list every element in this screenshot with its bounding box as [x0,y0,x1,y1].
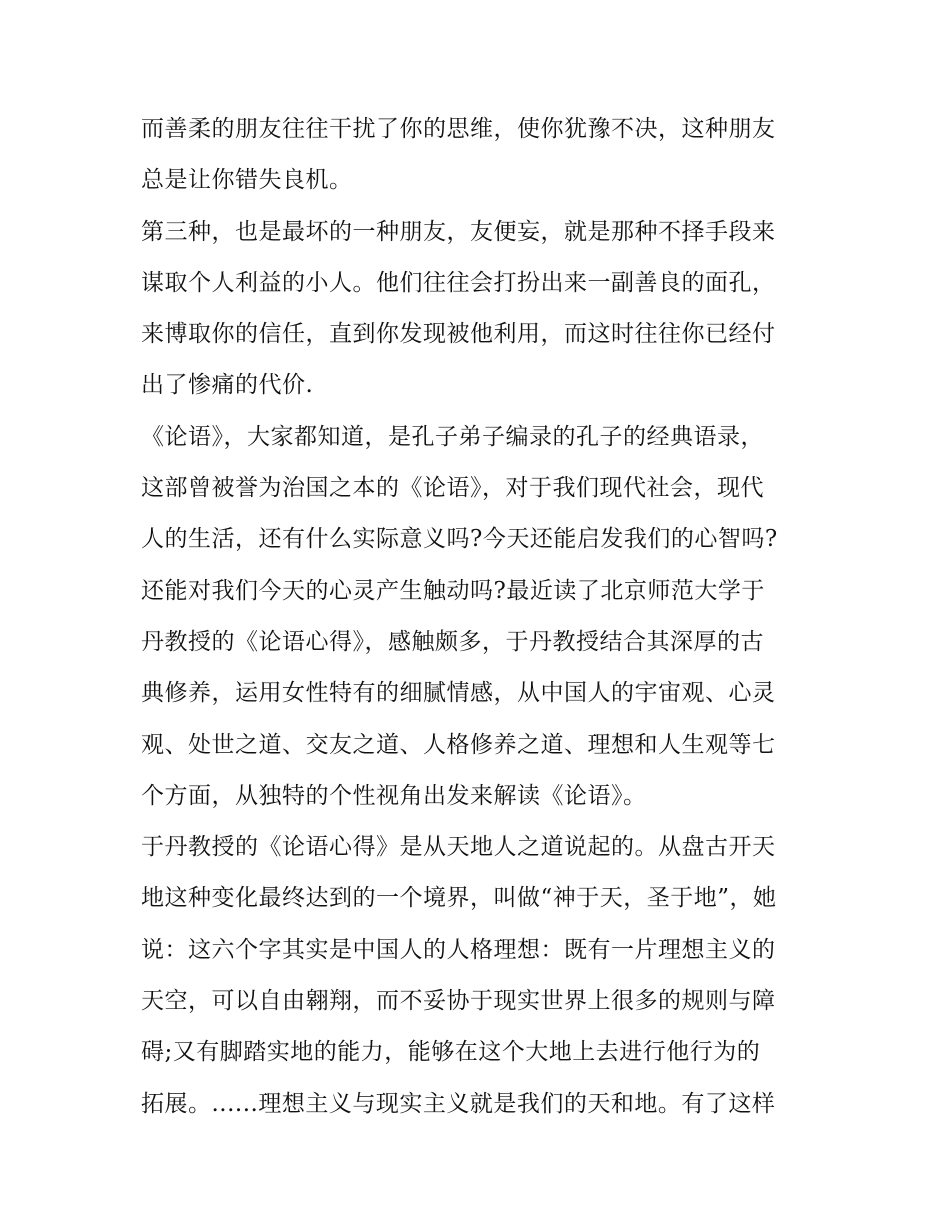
text-line: 谋取个人利益的小人。他们往往会打扮出来一副善良的面孔， [141,269,776,296]
text-line: 这部曾被誉为治国之本的《论语》，对于我们现代社会，现代 [141,475,764,502]
text-line: 来博取你的信任，直到你发现被他利用，而这时往往你已经付 [141,321,776,348]
text-line: 还能对我们今天的心灵产生触动吗?最近读了北京师范大学于 [141,577,765,604]
text-line: 而善柔的朋友往往干扰了你的思维，使你犹豫不决，这种朋友 [141,116,776,142]
text-line: 人的生活，还有什么实际意义吗?今天还能启发我们的心智吗? [141,526,778,553]
text-line: 第三种，也是最坏的一种朋友，友便妄，就是那种不择手段来 [141,218,776,245]
text-line: 地这种变化最终达到的一个境界，叫做“神于天，圣于地”，她 [141,885,777,912]
text-line: 碍;又有脚踏实地的能力，能够在这个大地上去进行他行为的 [141,1039,761,1066]
text-line: 观、处世之道、交友之道、人格修养之道、理想和人生观等七 [141,731,776,758]
text-line: 《论语》，大家都知道，是孔子弟子编录的孔子的经典语录， [141,423,764,450]
body-text [141,104,821,1130]
text-line: 于丹教授的《论语心得》是从天地人之道说起的。从盘古开天 [141,834,776,861]
text-line: 天空，可以自由翱翔，而不妥协于现实世界上很多的规则与障 [141,988,776,1015]
text-line: 典修养，运用女性特有的细腻情感，从中国人的宇宙观、心灵 [141,680,776,707]
text-line: 拓展。......理想主义与现实主义就是我们的天和地。有了这样 [141,1090,776,1117]
text-line: 丹教授的《论语心得》，感触颇多，于丹教授结合其深厚的古 [141,628,764,655]
text-line: 总是让你错失良机。 [141,167,353,194]
text-line: 出了惨痛的代价. [141,372,314,399]
text-line: 个方面，从独特的个性视角出发来解读《论语》。 [141,782,647,809]
text-line: 说：这六个字其实是中国人的人格理想：既有一片理想主义的 [141,936,776,963]
